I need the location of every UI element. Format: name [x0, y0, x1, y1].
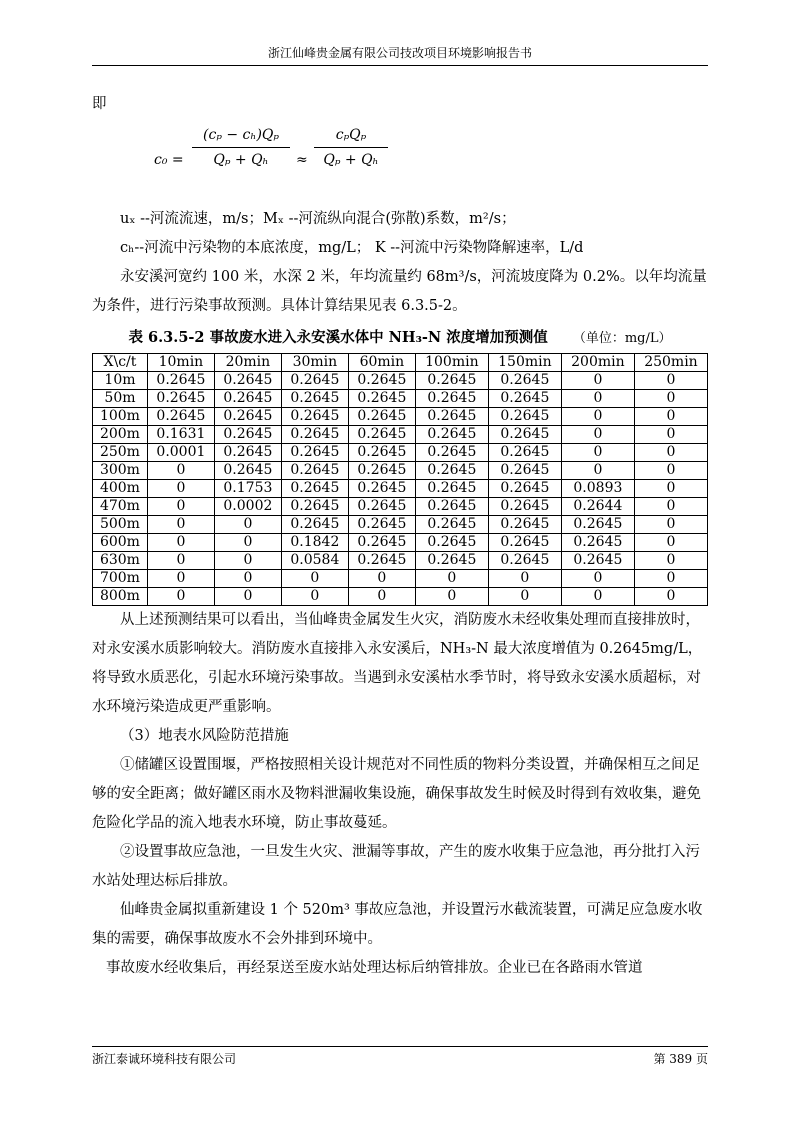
table-row: [93, 462, 708, 480]
table-cell: 0: [214, 588, 281, 606]
paragraph-emergency-pool: 仙峰贵金属拟重新建设 1 个 520m³ 事故应急池，并设置污水截流装置，可满足应急废水收集的需要，确保事故废水不会外排到环境中。: [92, 902, 703, 947]
table-header-cell: 30min: [281, 354, 348, 372]
table-header-cell: 250min: [634, 354, 707, 372]
table-cell: 0.2645: [214, 444, 281, 462]
table-cell: 0.2645: [214, 408, 281, 426]
table-cell: 0.2645: [488, 552, 561, 570]
table-row: [93, 516, 708, 534]
formula-approx: ≈: [296, 152, 308, 168]
table-cell: 0.2645: [348, 390, 415, 408]
section-heading-3: （3）地表水风险防范措施: [120, 728, 289, 744]
table-cell: 0.2645: [488, 372, 561, 390]
table-row: [93, 498, 708, 516]
table-header-cell: 200min: [561, 354, 634, 372]
formula-fraction-2: [314, 123, 388, 172]
table-cell: 0: [634, 426, 707, 444]
table-cell: 0: [147, 588, 214, 606]
paragraph-conclusion: 从上述预测结果可以看出，当仙峰贵金属发生火灾，消防废水未经收集处理而直接排放时，对永安溪水质影响较大。消防废水直接排入永安溪后，NH₃-N 最大浓度增值为 0.2645mg/L，将导致水质恶化，引起水环境污染事故。当遇到永安溪枯水季节时，将导致永安溪水质超标，对水环境污染造成更严重影响。: [92, 612, 703, 715]
page-footer: [92, 1046, 708, 1066]
table-row-label: 600m: [93, 534, 148, 552]
formula-lhs: c₀ =: [154, 152, 184, 168]
table-cell: 0.2645: [281, 426, 348, 444]
table-cell: 0.2645: [147, 390, 214, 408]
table-cell: 0.0584: [281, 552, 348, 570]
formula-numerator-2: cₚQₚ: [314, 123, 388, 148]
table-cell: 0.2645: [214, 462, 281, 480]
table-cell: 0.2645: [281, 408, 348, 426]
table-cell: 0: [634, 480, 707, 498]
table-cell: 0: [561, 372, 634, 390]
table-row: [93, 444, 708, 462]
table-cell: 0.2645: [561, 534, 634, 552]
page-header: [92, 44, 708, 66]
footer-company: 浙江泰诚环境科技有限公司: [92, 1052, 237, 1066]
formula-fraction-1: [192, 123, 290, 172]
formula-c0: [154, 119, 708, 205]
table-title: [92, 323, 708, 353]
table-cell: 0.2645: [348, 516, 415, 534]
table-cell: 0: [561, 390, 634, 408]
measure-2: ②设置事故应急池，一旦发生火灾、泄漏等事故，产生的废水收集于应急池，再分批打入污水站处理达标后排放。: [92, 844, 700, 889]
table-cell: 0: [561, 426, 634, 444]
table-cell: 0.2645: [281, 498, 348, 516]
table-cell: 0: [214, 552, 281, 570]
table-cell: 0: [415, 570, 488, 588]
table-cell: 0: [415, 588, 488, 606]
table-row-label: 100m: [93, 408, 148, 426]
table-row-label: 250m: [93, 444, 148, 462]
table-header-cell: 150min: [488, 354, 561, 372]
table-row: [93, 390, 708, 408]
table-cell: 0: [147, 480, 214, 498]
table-cell: 0: [634, 516, 707, 534]
table-cell: 0.1842: [281, 534, 348, 552]
table-cell: 0: [488, 588, 561, 606]
table-cell: 0.0893: [561, 480, 634, 498]
formula-denominator-2: Qₚ + Qₕ: [323, 152, 379, 168]
footer-page-number: 第 389 页: [653, 1052, 708, 1066]
table-cell: 0.2645: [214, 372, 281, 390]
definitions: [92, 205, 708, 263]
table-cell: 0: [348, 588, 415, 606]
table-cell: 0.2645: [415, 462, 488, 480]
table-cell: 0: [214, 570, 281, 588]
table-cell: 0: [348, 570, 415, 588]
table-cell: 0.2645: [281, 462, 348, 480]
header-title: 浙江仙峰贵金属有限公司技改项目环境影响报告书: [267, 46, 532, 60]
table-cell: 0: [634, 390, 707, 408]
table-cell: 0: [147, 552, 214, 570]
table-cell: 0: [214, 516, 281, 534]
table-cell: 0.2645: [488, 480, 561, 498]
table-header-cell: X\c/t: [93, 354, 148, 372]
table-cell: 0.2645: [147, 408, 214, 426]
table-header-row: [93, 354, 708, 372]
table-cell: 0: [634, 444, 707, 462]
table-cell: 0.2645: [348, 372, 415, 390]
table-row: [93, 552, 708, 570]
table-cell: 0.2645: [348, 408, 415, 426]
table-row-label: 800m: [93, 588, 148, 606]
table-cell: 0: [634, 534, 707, 552]
table-cell: 0.2645: [348, 444, 415, 462]
table-cell: 0.2645: [348, 498, 415, 516]
table-cell: 0.2645: [214, 390, 281, 408]
table-row-label: 630m: [93, 552, 148, 570]
table-row: [93, 408, 708, 426]
table-cell: 0: [147, 498, 214, 516]
formula-numerator-1: (cₚ − cₕ)Qₚ: [192, 123, 290, 148]
table-cell: 0: [561, 588, 634, 606]
table-row-label: 500m: [93, 516, 148, 534]
table-cell: 0: [147, 462, 214, 480]
formula-denominator-1: Qₚ + Qₕ: [213, 152, 269, 168]
table-cell: 0: [634, 588, 707, 606]
table-row-label: 10m: [93, 372, 148, 390]
table-cell: 0.2645: [415, 408, 488, 426]
table-row: [93, 588, 708, 606]
table-row-label: 200m: [93, 426, 148, 444]
table-title-text: 表 6.3.5-2 事故废水进入永安溪水体中 NH₃-N 浓度增加预测值: [128, 329, 548, 346]
table-cell: 0: [561, 570, 634, 588]
table-body: [93, 372, 708, 606]
table-cell: 0.2645: [415, 372, 488, 390]
table-cell: 0.2645: [348, 462, 415, 480]
table-cell: 0.2645: [488, 516, 561, 534]
table-cell: 0.2645: [415, 516, 488, 534]
table-cell: 0.2645: [561, 516, 634, 534]
table-row-label: 50m: [93, 390, 148, 408]
definition-line-2: cₕ--河流中污染物的本底浓度，mg/L； K --河流中污染物降解速率，L/d: [120, 240, 584, 256]
table-cell: 0: [147, 516, 214, 534]
table-cell: 0: [561, 444, 634, 462]
table-header-cell: 100min: [415, 354, 488, 372]
table-row: [93, 570, 708, 588]
table-cell: 0.1753: [214, 480, 281, 498]
table-header-cell: 60min: [348, 354, 415, 372]
table-cell: 0.2645: [415, 534, 488, 552]
table-cell: 0.2645: [415, 498, 488, 516]
table-cell: 0: [281, 588, 348, 606]
table-cell: 0.2645: [488, 408, 561, 426]
table-header-cell: 10min: [147, 354, 214, 372]
table-cell: 0.2645: [415, 552, 488, 570]
table-cell: 0.2645: [488, 444, 561, 462]
table-row: [93, 426, 708, 444]
table-cell: 0.2645: [214, 426, 281, 444]
table-cell: 0.0002: [214, 498, 281, 516]
table-cell: 0.2645: [348, 534, 415, 552]
table-cell: 0.0001: [147, 444, 214, 462]
table-cell: 0.1631: [147, 426, 214, 444]
intro-ji: 即: [92, 96, 107, 112]
table-cell: 0: [488, 570, 561, 588]
table-cell: 0.2645: [488, 426, 561, 444]
table-cell: 0.2645: [348, 426, 415, 444]
table-cell: 0.2645: [147, 372, 214, 390]
table-cell: 0: [561, 408, 634, 426]
definition-line-1: uₓ --河流流速，m/s；Mₓ --河流纵向混合(弥散)系数，m²/s；: [120, 211, 516, 227]
table-row-label: 400m: [93, 480, 148, 498]
prediction-table: [92, 353, 708, 606]
table-cell: 0: [147, 570, 214, 588]
table-row: [93, 480, 708, 498]
table-cell: 0.2645: [348, 480, 415, 498]
table-row: [93, 372, 708, 390]
table-cell: 0.2645: [415, 390, 488, 408]
table-cell: 0.2645: [281, 390, 348, 408]
table-cell: 0.2645: [281, 372, 348, 390]
table-cell: 0.2645: [488, 534, 561, 552]
table-cell: 0.2645: [415, 426, 488, 444]
table-cell: 0: [561, 462, 634, 480]
table-cell: 0.2645: [488, 462, 561, 480]
table-cell: 0.2645: [281, 516, 348, 534]
table-row-label: 470m: [93, 498, 148, 516]
table-cell: 0.2645: [348, 552, 415, 570]
table-cell: 0: [634, 462, 707, 480]
table-cell: 0: [634, 408, 707, 426]
page-content: [92, 90, 708, 983]
table-cell: 0.2645: [561, 552, 634, 570]
table-cell: 0: [281, 570, 348, 588]
table-cell: 0.2645: [281, 444, 348, 462]
table-header-cell: 20min: [214, 354, 281, 372]
table-cell: 0.2645: [415, 444, 488, 462]
table-cell: 0.2645: [415, 480, 488, 498]
paragraph-river: 永安溪河宽约 100 米，水深 2 米，年均流量约 68m³/s，河流坡度降为 0.2%。以年均流量为条件，进行污染事故预测。具体计算结果见表 6.3.5-2。: [92, 269, 707, 314]
table-cell: 0: [634, 552, 707, 570]
table-cell: 0: [214, 534, 281, 552]
table-cell: 0.2645: [488, 390, 561, 408]
table-unit: （单位：mg/L）: [572, 331, 672, 346]
table-cell: 0.2644: [561, 498, 634, 516]
measure-1: ①储罐区设置围堰，严格按照相关设计规范对不同性质的物料分类设置，并确保相互之间足够的安全距离；做好罐区雨水及物料泄漏收集设施，确保事故发生时候及时得到有效收集，避免危险化学品的流入地表水环境，防止事故蔓延。: [92, 757, 701, 831]
table-row-label: 300m: [93, 462, 148, 480]
table-row-label: 700m: [93, 570, 148, 588]
table-cell: 0: [634, 372, 707, 390]
table-cell: 0: [147, 534, 214, 552]
table-cell: 0: [634, 570, 707, 588]
table-cell: 0: [634, 498, 707, 516]
table-cell: 0.2645: [488, 498, 561, 516]
paragraph-collection: 事故废水经收集后，再经泵送至废水站处理达标后纳管排放。企业已在各路雨水管道: [106, 960, 643, 976]
table-cell: 0.2645: [281, 480, 348, 498]
table-row: [93, 534, 708, 552]
